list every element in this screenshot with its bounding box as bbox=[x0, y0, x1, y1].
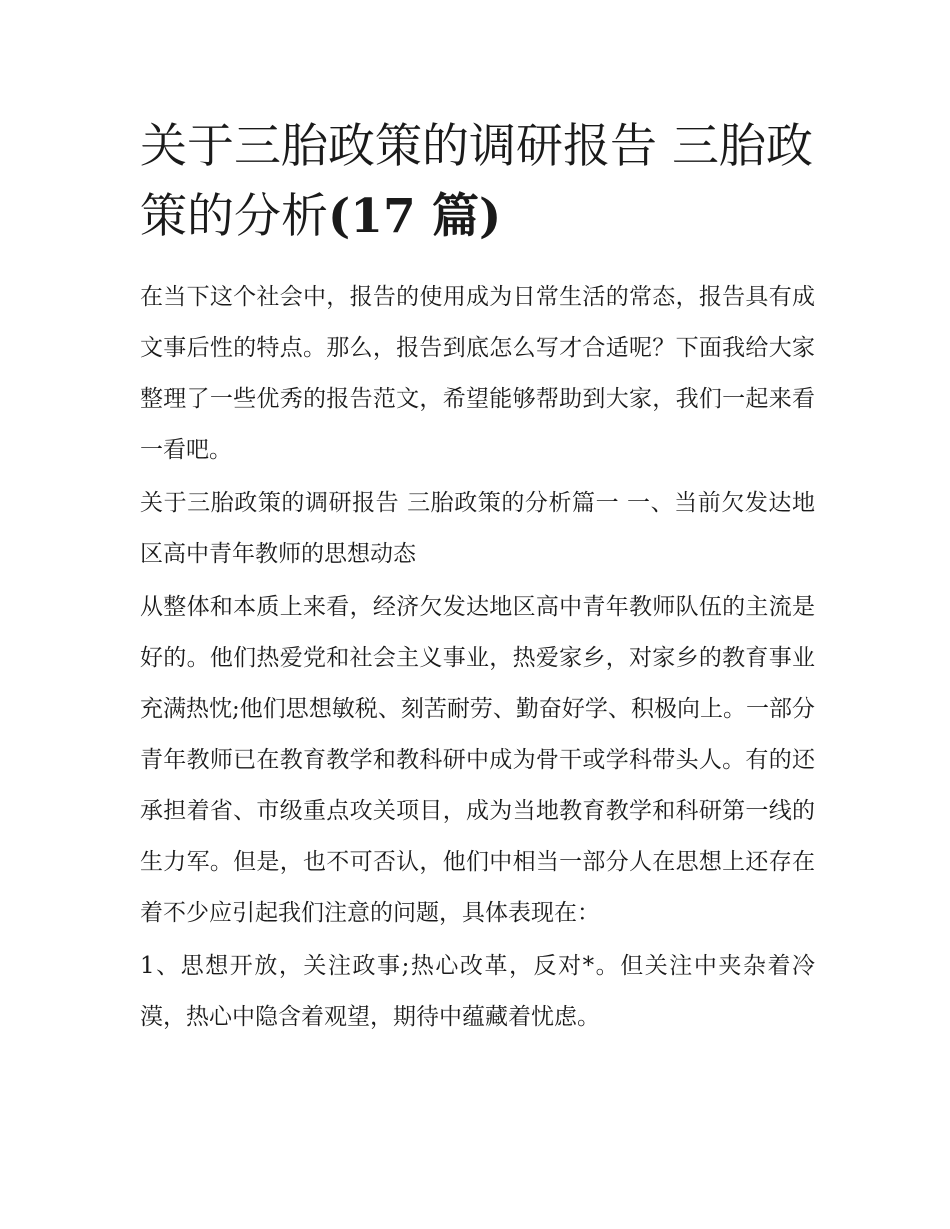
document-title bbox=[140, 112, 815, 252]
intro-paragraph: 在当下这个社会中，报告的使用成为日常生活的常态，报告具有成文事后性的特点。那么，报告到底怎么写才合适呢？下面我给大家整理了一些优秀的报告范文，希望能够帮助到大家，我们一起来看一看吧。 bbox=[140, 284, 815, 463]
list-item-paragraph: 1、思想开放，关注政事;热心改革，反对*。但关注中夹杂着冷漠，热心中隐含着观望，期待中蕴藏着忧虑。 bbox=[140, 953, 815, 1030]
document-page bbox=[140, 112, 815, 1043]
title-count-text: (17 篇) bbox=[328, 189, 502, 244]
body-paragraph: 从整体和本质上来看，经济欠发达地区高中青年教师队伍的主流是好的。他们热爱党和社会主义事业，热爱家乡，对家乡的教育事业充满热忱;他们思想敏税、刻苦耐劳、勤奋好学、积极向上。一部分青年教师已在教育教学和教科研中成为骨干或学科带头人。有的还承担着省、市级重点攻关项目，成为当地教育教学和科研第一线的生力军。但是，也不可否认，他们中相当一部分人在思想上还存在着不少应引起我们注意的问题，具体表现在： bbox=[140, 594, 815, 926]
title-main-text: 关于三胎政策的调研报告 三胎政策的分析 bbox=[140, 119, 813, 244]
section-heading-paragraph: 关于三胎政策的调研报告 三胎政策的分析篇一 一、当前欠发达地区高中青年教师的思想动态 bbox=[140, 490, 815, 567]
